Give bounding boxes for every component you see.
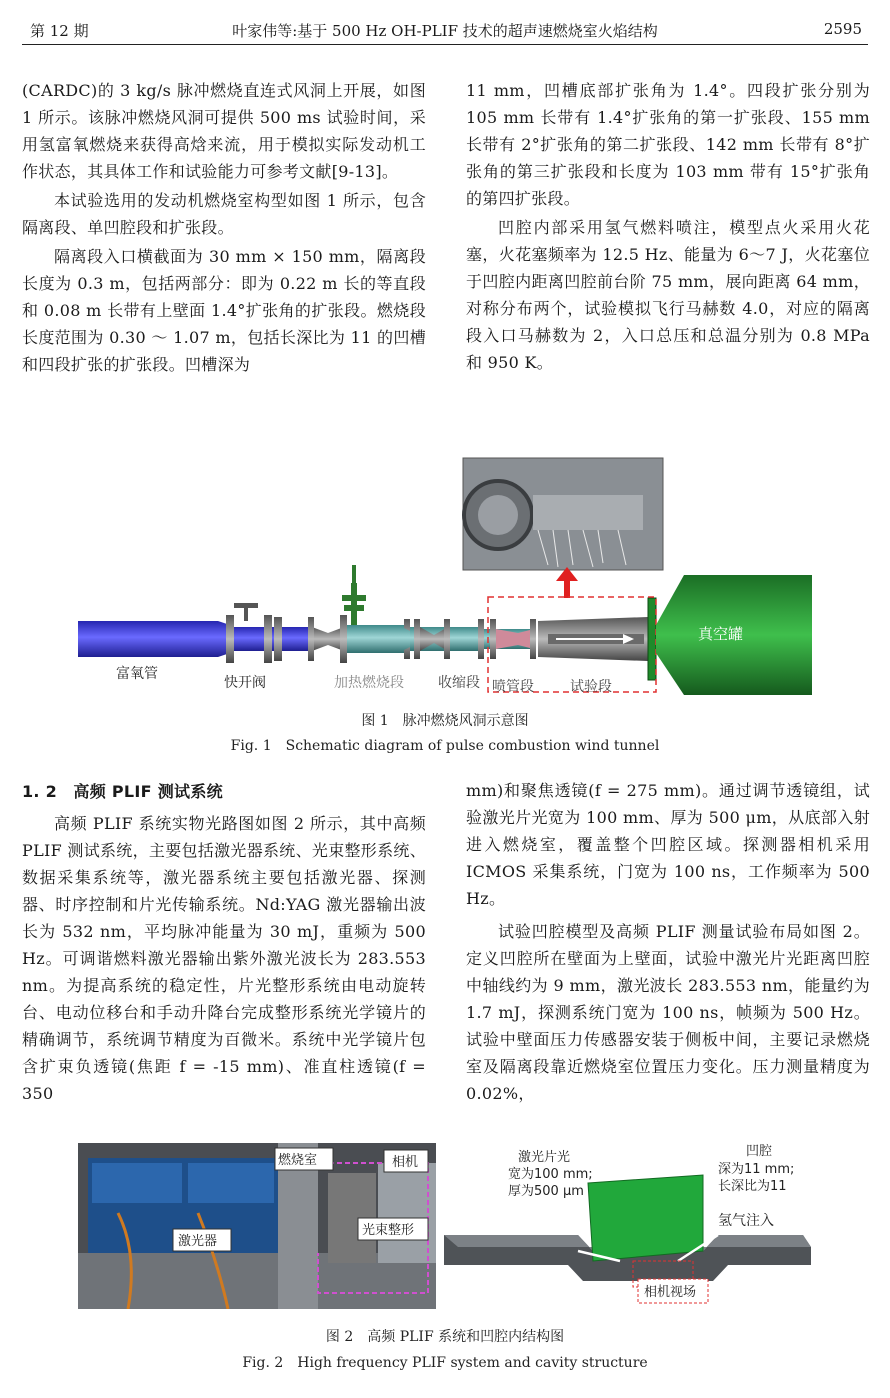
label-beam-shaping: 光束整形 <box>362 1223 415 1238</box>
paragraph: 隔离段入口横截面为 30 mm × 150 mm，隔离段长度为 0.3 m，包括两部分：即为 0.22 m 长的等直段和 0.08 m 长带有上壁面 1.4°扩张角的扩张段。燃烧段长度范围为 0.30 ～ 1.07 m，包括长深比为 11 的凹槽和四段扩张的扩张段。凹槽深为 <box>22 247 426 374</box>
right-column-bottom <box>466 777 870 1107</box>
label-oxygen-tube: 富氧管 <box>116 666 158 682</box>
figure-2 <box>78 1143 811 1309</box>
label-ignition: 点火位置 <box>508 1217 564 1233</box>
figure-1-caption-cn: 图 1 脉冲燃烧风洞示意图 <box>361 713 529 729</box>
left-column-bottom <box>22 777 426 1107</box>
paragraph: 凹腔内部采用氢气燃料喷注，模型点火采用火花塞，火花塞频率为 12.5 Hz、能量为 6～7 J，火花塞位于凹腔内距离凹腔前台阶 75 mm，展向距离 64 mm，对称分布两个，试验模拟飞行马赫数 4.0，对应的隔离段入口马赫数为 2，入口总压和总温分别为 0.8 MPa 和 950 K。 <box>466 218 870 372</box>
page-number: 2595 <box>823 20 862 38</box>
figure-2-caption-en: Fig. 2 High frequency PLIF system and cavity structure <box>242 1355 648 1371</box>
label-cavity-1: 凹腔 <box>746 1144 773 1159</box>
quick-valve-shape <box>226 615 234 663</box>
label-nozzle: 喷管段 <box>492 679 534 695</box>
oxygen-tube-shape <box>78 621 218 657</box>
paragraph: 本试验选用的发动机燃烧室构型如图 1 所示，包含隔离段、单凹腔段和扩张段。 <box>22 191 426 237</box>
issue-number: 第 12 期 <box>30 22 89 40</box>
label-hydrogen: 氢气注入 <box>718 1213 774 1229</box>
label-quick-valve: 快开阀 <box>224 675 266 691</box>
label-sheet-3: 厚为500 μm <box>508 1184 584 1199</box>
label-test-section: 试验段 <box>570 679 612 695</box>
label-laser: 激光器 <box>178 1234 218 1249</box>
paragraph: 高频 PLIF 系统实物光路图如图 2 所示，其中高频 PLIF 测试系统，主要包括激光器系统、光束整形系统、数据采集系统等，激光器系统主要包括激光器、探测器、时序控制和片光传输系统。Nd:YAG 激光器输出波长为 532 nm，平均脉冲能量为 30 mJ，重频为 500 Hz。可调谐燃料激光器输出紫外激光波长为 283.553 nm。为提高系统的稳定性，片光整形系统由电动旋转台、电动位移台和手动升降台完成整形系统光学镜片的精确调节，系统调节精度为百微米。系统中光学镜片包含扩束负透镜(焦距 f = -15 mm)、准直柱透镜(f = 350 <box>22 814 426 1103</box>
paragraph: 11 mm，凹槽底部扩张角为 1.4°。四段扩张分别为 105 mm 长带有 1.4°扩张角的第一扩张段、155 mm 长带有 2°扩张角的第二扩张段、142 mm 长带有 8°扩张角的第三扩张段和长度为 103 mm 带有 15°扩张角的第四扩张段。 <box>466 81 870 208</box>
label-cavity-3: 长深比为11 <box>718 1179 787 1194</box>
label-sheet-1: 激光片光 <box>518 1150 571 1165</box>
paragraph: (CARDC)的 3 kg/s 脉冲燃烧直连式风洞上开展，如图 1 所示。该脉冲燃烧风洞可提供 500 ms 试验时间，采用氢富氧燃烧来获得高焓来流，用于模拟实际发动机工作状态，其具体工作和试验能力可参考文献[9-13]。 <box>22 81 426 181</box>
paragraph: 试验凹腔模型及高频 PLIF 测量试验布局如图 2。定义凹腔所在壁面为上壁面，试验中激光片光距离凹腔中轴线约为 9 mm，激光波长 283.553 nm，能量约为 1.7 mJ，探测系统门宽为 100 ns，帧频为 500 Hz。试验中壁面压力传感器安装于侧板中间，主要记录燃烧室及隔离段靠近燃烧室位置压力变化。压力测量精度为 0.02%， <box>466 922 870 1103</box>
label-sheet-2: 宽为100 mm; <box>508 1167 593 1182</box>
label-contraction: 收缩段 <box>438 675 480 691</box>
label-heating-section: 加热燃烧段 <box>334 675 404 691</box>
page-header <box>22 14 868 45</box>
label-camera-fov: 相机视场 <box>644 1285 697 1300</box>
wind-tunnel-schematic <box>78 455 812 703</box>
label-vacuum-tank: 真空罐 <box>698 625 744 643</box>
laser-sheet <box>588 1175 703 1261</box>
label-combustor: 燃烧室 <box>278 1153 318 1168</box>
figure-2-caption-cn: 图 2 高频 PLIF 系统和凹腔内结构图 <box>325 1329 565 1345</box>
running-title: 叶家伟等:基于 500 Hz OH-PLIF 技术的超声速燃烧室火焰结构 <box>232 22 658 40</box>
paragraph: mm)和聚焦透镜(f = 275 mm)。通过调节透镜组，试验激光片光宽为 100 mm、厚为 500 μm，从底部入射进入燃烧室，覆盖整个凹腔区域。探测器相机采用 ICMOS 采集系统，门宽为 100 ns，工作频率为 500 Hz。 <box>466 781 870 908</box>
label-cavity-2: 深为11 mm; <box>718 1162 795 1177</box>
left-column-top <box>22 77 426 378</box>
plif-system-diagram <box>78 1143 811 1309</box>
label-camera: 相机 <box>392 1155 419 1170</box>
section-heading: 1. 2 高频 PLIF 测试系统 <box>22 782 223 801</box>
figure-1-caption-en: Fig. 1 Schematic diagram of pulse combustion wind tunnel <box>230 738 660 754</box>
right-column-top <box>466 77 870 376</box>
heating-section-shape <box>344 625 404 653</box>
figure-1 <box>78 455 812 703</box>
